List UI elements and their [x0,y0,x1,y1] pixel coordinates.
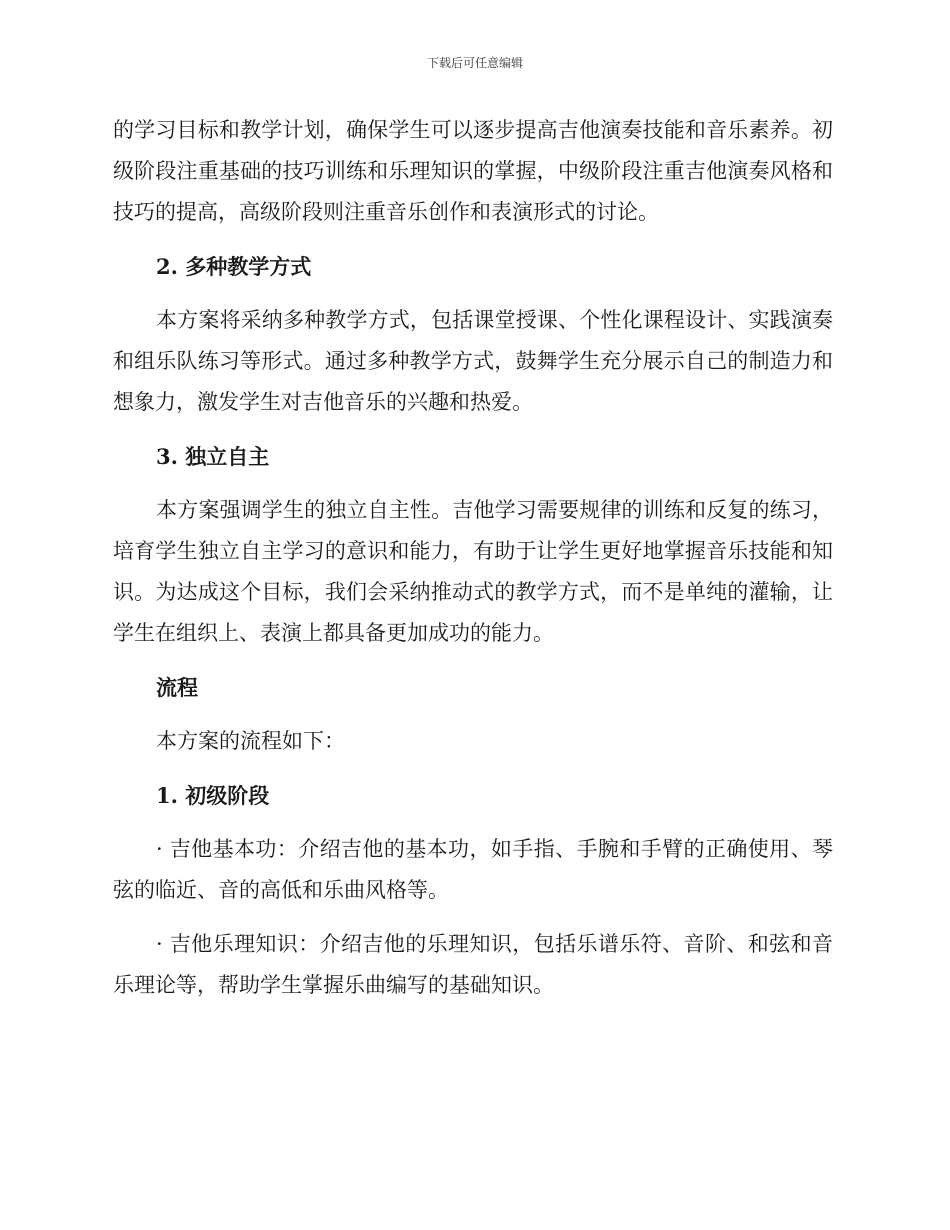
paragraph-process: 本方案的流程如下： [156,729,345,753]
page-header: 下载后可任意编辑 [426,56,523,70]
intro-continuation-paragraph: 的学习目标和教学计划，确保学生可以逐步提高吉他演奏技能和音乐素养。初级阶段注重基础的技巧训练和乐理知识的掌握，中级阶段注重吉他演奏风格和技巧的提高，高级阶段则注重音乐创作和表演形式的讨论。 [113,118,833,224]
bullet-guitar-basics: · 吉他基本功：介绍吉他的基本功，如手指、手腕和手臂的正确使用、琴弦的临近、音的高低和乐曲风格等。 [113,837,833,902]
heading-process: 流程 [156,675,198,700]
heading-beginner-stage: 1. 初级阶段 [156,783,270,808]
document-body [113,110,833,1019]
heading-teaching-methods: 2. 多种教学方式 [156,254,312,279]
heading-independence: 3. 独立自主 [156,444,270,469]
paragraph-teaching-methods: 本方案将采纳多种教学方式，包括课堂授课、个性化课程设计、实践演奏和组乐队练习等形式。通过多种教学方式，鼓舞学生充分展示自己的制造力和想象力，激发学生对吉他音乐的兴趣和热爱。 [113,308,833,414]
bullet-guitar-theory: · 吉他乐理知识：介绍吉他的乐理知识，包括乐谱乐符、音阶、和弦和音乐理论等，帮助学生掌握乐曲编写的基础知识。 [113,932,833,997]
paragraph-independence: 本方案强调学生的独立自主性。吉他学习需要规律的训练和反复的练习，培育学生独立自主学习的意识和能力，有助于让学生更好地掌握音乐技能和知识。为达成这个目标，我们会采纳推动式的教学方式，而不是单纯的灌输，让学生在组织上、表演上都具备更加成功的能力。 [113,498,833,645]
